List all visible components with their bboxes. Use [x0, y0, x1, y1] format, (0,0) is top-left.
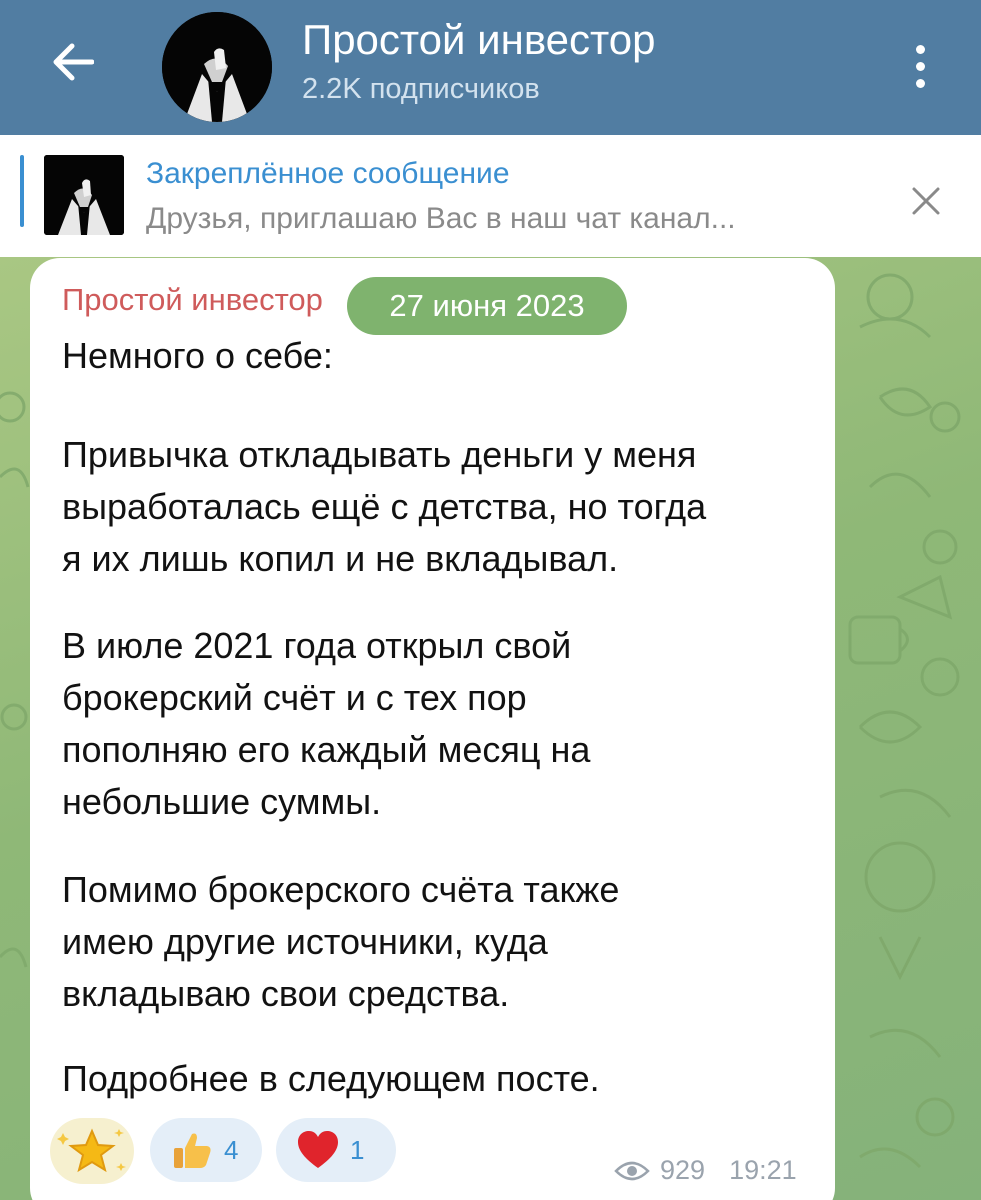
heart-icon — [296, 1128, 340, 1172]
message-time: 19:21 — [729, 1155, 797, 1185]
chat-header — [0, 0, 981, 135]
message-text-line: выработалась ещё с детства, но тогда — [62, 486, 707, 527]
message-text-line: Помимо брокерского счёта также — [62, 869, 620, 910]
arrow-left-icon — [50, 42, 94, 82]
channel-title[interactable]: Простой инвестор — [302, 16, 656, 63]
message-text-line: Подробнее в следующем посте. — [62, 1058, 600, 1099]
message-text-line: Немного о себе: — [62, 335, 333, 376]
reaction-count: 4 — [224, 1134, 239, 1165]
message-text-line: брокерский счёт и с тех пор — [62, 677, 527, 718]
close-pinned-button[interactable] — [898, 173, 954, 229]
message-sender[interactable]: Простой инвестор — [62, 282, 323, 317]
reaction-count: 1 — [350, 1134, 365, 1165]
view-count: 929 — [660, 1155, 706, 1185]
pinned-thumbnail — [44, 155, 124, 235]
close-icon — [911, 186, 941, 216]
reaction-thumbs-up[interactable] — [150, 1118, 262, 1182]
more-vertical-icon — [916, 45, 925, 54]
eye-icon — [614, 1159, 650, 1183]
reaction-heart[interactable] — [276, 1118, 396, 1182]
message-text-line: я их лишь копил и не вкладывал. — [62, 538, 619, 579]
pinned-preview-text: Друзья, приглашаю Вас в наш чат канал... — [146, 202, 736, 235]
message-meta — [614, 1155, 797, 1186]
message-text-line: имею другие источники, куда — [62, 921, 548, 962]
date-badge: 27 июня 2023 — [347, 277, 627, 335]
subscriber-count: 2.2K подписчиков — [302, 73, 540, 105]
message-text-line: вкладываю свои средства. — [62, 973, 510, 1014]
pinned-title: Закреплённое сообщение — [146, 157, 510, 190]
reaction-star[interactable] — [50, 1118, 134, 1184]
thumbs-up-icon — [170, 1128, 214, 1172]
more-menu-button[interactable] — [896, 34, 944, 98]
message-text-line: пополняю его каждый месяц на — [62, 729, 591, 770]
message-text-line: небольшие суммы. — [62, 781, 382, 822]
pinned-indicator — [20, 155, 24, 227]
channel-avatar[interactable] — [162, 12, 272, 122]
back-button[interactable] — [40, 30, 104, 94]
pinned-message-bar[interactable] — [0, 135, 981, 257]
message-text-line: Привычка откладывать деньги у меня — [62, 434, 697, 475]
sparkle-star-icon — [57, 1123, 127, 1179]
message-text-line: В июле 2021 года открыл свой — [62, 625, 572, 666]
